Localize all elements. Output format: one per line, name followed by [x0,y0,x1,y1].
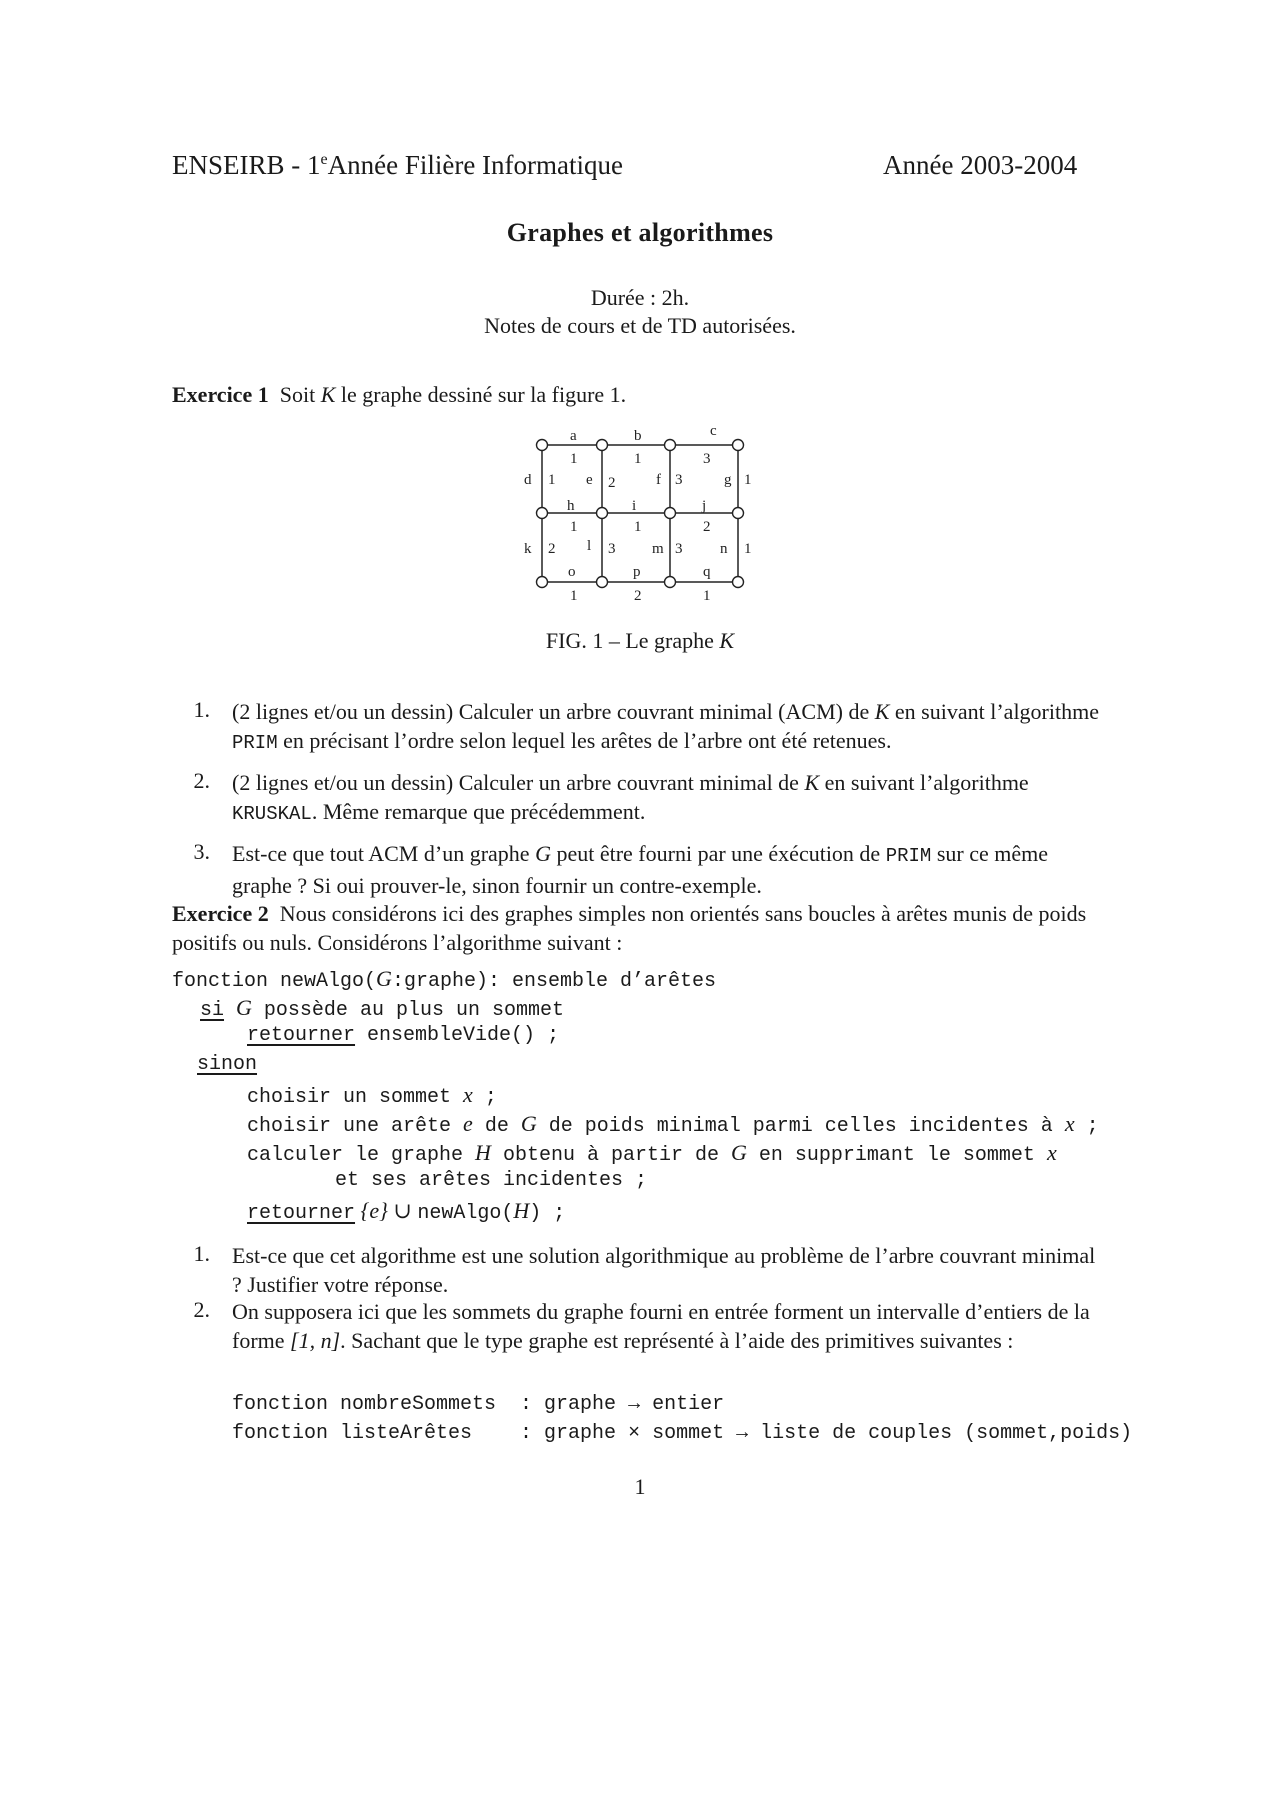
figure-caption: FIG. 1 – Le graphe K [545,628,735,653]
duration: Durée : 2h. [590,285,690,310]
edge-label-l: l [587,538,592,554]
ex2-q2-number: 2. [193,1297,210,1322]
ex1-q1-text: (2 lignes et/ou un dessin) Calculer un arbre couvrant minimal (ACM) de K en suivant l’algorithme PRIM en précisant l’ordre selon lequel les arêtes de l’arbre ont été retenues. [232,699,1099,754]
graph-vertex [733,508,744,519]
edge-label-p: p [633,564,641,580]
code-line-5: choisir un sommet x ; [247,1082,497,1109]
page-title: Graphes et algorithmes [506,218,774,247]
edge-weight: 2 [634,588,642,600]
edge-label-b: b [634,428,642,444]
ex2-q2-text: On supposera ici que les sommets du graphe fourni en entrée forment un intervalle d’entiers de la forme [1, n]. Sachant que le type graphe est représenté à l’aide des primitives suivantes : [232,1299,1090,1353]
edge-weight: 1 [703,588,711,600]
ex1-q3-number: 3. [193,839,210,864]
edge-label-a: a [570,428,577,444]
ex1-q2-number: 2. [193,768,210,793]
edge-label-g: g [724,472,732,488]
ex1-q3-text: Est-ce que tout ACM d’un graphe G peut être fourni par une éxécution de PRIM sur ce même graphe ? Si oui prouver-le, sinon fournir un contre-exemple. [232,841,1048,898]
header-year: Année 2003-2004 [883,150,1078,180]
edge-weight: 1 [744,541,752,557]
graph-vertex [665,577,676,588]
edge-label-d: d [524,472,532,488]
edge-weight: 1 [570,519,578,535]
code-line-4: sinon [197,1053,258,1076]
ex1-q1-number: 1. [193,697,210,722]
edge-weight: 1 [634,519,642,535]
code-line-2: si G possède au plus un sommet [200,995,564,1022]
edge-label-e: e [586,472,593,488]
edge-weight: 1 [744,472,752,488]
edge-label-o: o [568,564,576,580]
edge-label-q: q [703,564,711,580]
edge-weight: 1 [548,472,556,488]
ex1-q2-text: (2 lignes et/ou un dessin) Calculer un arbre couvrant minimal de K en suivant l’algorithme KRUSKAL. Même remarque que précédemment. [232,770,1029,825]
edge-weight: 3 [675,472,683,488]
edge-weight: 2 [608,475,616,491]
graph-vertex [537,508,548,519]
exercise2-intro: Exercice 2 Nous considérons ici des graphes simples non orientés sans boucles à arêtes munis de poids positifs ou nuls. Considérons l’algorithme suivant : [172,901,1087,955]
code-line-6: choisir une arête e de G de poids minimal parmi celles incidentes à x ; [247,1111,1099,1138]
primitive-nombre-sommets: fonction nombreSommets : graphe → entier [232,1393,725,1416]
graph-vertex [733,577,744,588]
graph-vertex [733,440,744,451]
header-course: ENSEIRB - 1eAnnée Filière Informatique [172,150,624,180]
edge-label-i: i [632,498,637,514]
edge-weight: 1 [570,588,578,600]
edge-weight: 2 [548,541,556,557]
code-line-3: retourner ensembleVide() ; [247,1024,560,1047]
graph-vertex [597,508,608,519]
edge-label-j: j [702,498,707,514]
exercise1-intro: Exercice 1 Soit K le graphe dessiné sur la figure 1. [172,382,627,407]
edge-label-k: k [524,541,532,557]
edge-label-c: c [710,423,717,439]
edge-label-n: n [720,541,728,557]
notes-allowed: Notes de cours et de TD autorisées. [484,313,796,338]
ex2-q1-number: 1. [193,1241,210,1266]
code-line-1: fonction newAlgo(G:graphe): ensemble d’arêtes [172,966,716,993]
edge-weight: 3 [675,541,683,557]
graph-vertex [597,440,608,451]
edge-label-f: f [656,472,661,488]
graph-vertex [665,508,676,519]
edge-weight: 2 [703,519,711,535]
graph-vertex [665,440,676,451]
primitive-liste-aretes: fonction listeArêtes : graphe × sommet → liste de couples (sommet,poids) [232,1422,1133,1445]
edge-weight: 1 [570,451,578,467]
ex2-q1-text: Est-ce que cet algorithme est une solution algorithmique au problème de l’arbre couvrant minimal ? Justifier votre réponse. [232,1243,1096,1297]
code-line-8: et ses arêtes incidentes ; [335,1169,648,1192]
edge-label-h: h [567,498,575,514]
graph-vertex [597,577,608,588]
edge-label-m: m [652,541,664,557]
edge-weight: 3 [703,451,711,467]
edge-weight: 1 [634,451,642,467]
code-line-7: calculer le graphe H obtenu à partir de G en supprimant le sommet x [247,1140,1057,1167]
graph-k-figure [520,420,760,600]
graph-vertex [537,440,548,451]
edge-weight: 3 [608,541,616,557]
page-number: 1 [634,1474,646,1499]
graph-vertex [537,577,548,588]
code-line-9: retourner {e} ∪ newAlgo(H) ; [247,1198,566,1225]
